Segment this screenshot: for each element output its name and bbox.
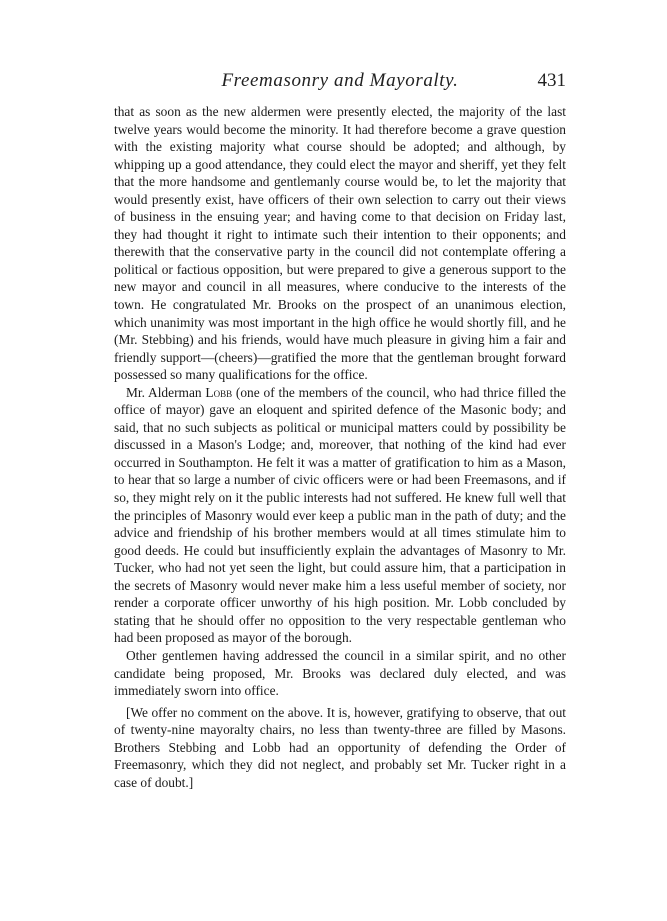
running-title: Freemasonry and Mayoralty. — [221, 70, 459, 91]
paragraph-editorial-note: [We offer no comment on the above. It is, however, gratifying to observe, that out of twenty-nine mayoralty chairs, no less than twenty-three are filled by Masons. Brothers Stebbing and Lobb had an opportunity of defending the Order of Freemasonry, which they did not neglect, and probably set Mr. Tucker right in a case of doubt.] — [114, 704, 566, 790]
page-number: 431 — [537, 70, 566, 91]
paragraph-body: (one of the members of the council, who had thrice filled the office of mayor) gave an eloquent and spirited defence of the Masonic body; and said, that no such subjects as political or municipal matters could by possibility be discussed in a Mason's Lodge; and, moreover, that nothing of the kind had ever occurred in Southampton. He felt it was a matter of gratification to him as a Mason, to hear that so large a number of civic officers were or had been Freemasons, and if so, they might rely on it the public interests had not suffered. He knew full well that the principles of Masonry would ever keep a public man in the path of duty; and the advice and friendship of his brother members would at all times stimulate him to good deeds. He could but insufficiently explain the advantages of Masonry to Mr. Tucker, who had not yet seen the light, but could assure him, that a participation in the secrets of Masonry would never make him a less useful member of society, nor render a corporate officer unworthy of his high position. Mr. Lobb concluded by stating that he should offer no opposition to the very respectable gentleman who had been proposed as mayor of the borough. — [114, 384, 566, 646]
paragraph-lead: Mr. Alderman — [126, 384, 206, 400]
paragraph-stebbing-speech: that as soon as the new aldermen were presently elected, the majority of the last twelve years would become the minority. It had therefore become a grave question with the existing majority what course should be adopted; and although, by whipping up a good attendance, they could elect the mayor and sheriff, yet they felt that the more handsome and gentlemanly course would be, to let the majority that would presently exist, have officers of their own selection to carry out their views of business in the ensuing year; and having come to that decision on Friday last, they had thought it right to intimate such their intention to their opponents; and therewith that the conservative party in the council did not contemplate offering a political or factious opposition, but were prepared to give a generous support to the new mayor and council in all measures, where conducive to the interests of the town. He congratulated Mr. Brooks on the prospect of an unanimous election, which unanimity was most important in the high office he would shortly fill, and he (Mr. Stebbing) and his friends, would have much pleasure in giving him a fair and friendly support—(cheers)—gratified the more that the gentleman brought forward possessed so many qualifications for the office. — [114, 104, 566, 383]
running-head — [114, 70, 566, 98]
paragraph-election-result: Other gentlemen having addressed the council in a similar spirit, and no other candidate being proposed, Mr. Brooks was declared duly elected, and was immediately sworn into office. — [114, 647, 566, 699]
paragraph-lobb-speech — [114, 384, 566, 647]
speaker-name: Lobb — [205, 384, 233, 400]
body-text — [114, 103, 566, 791]
